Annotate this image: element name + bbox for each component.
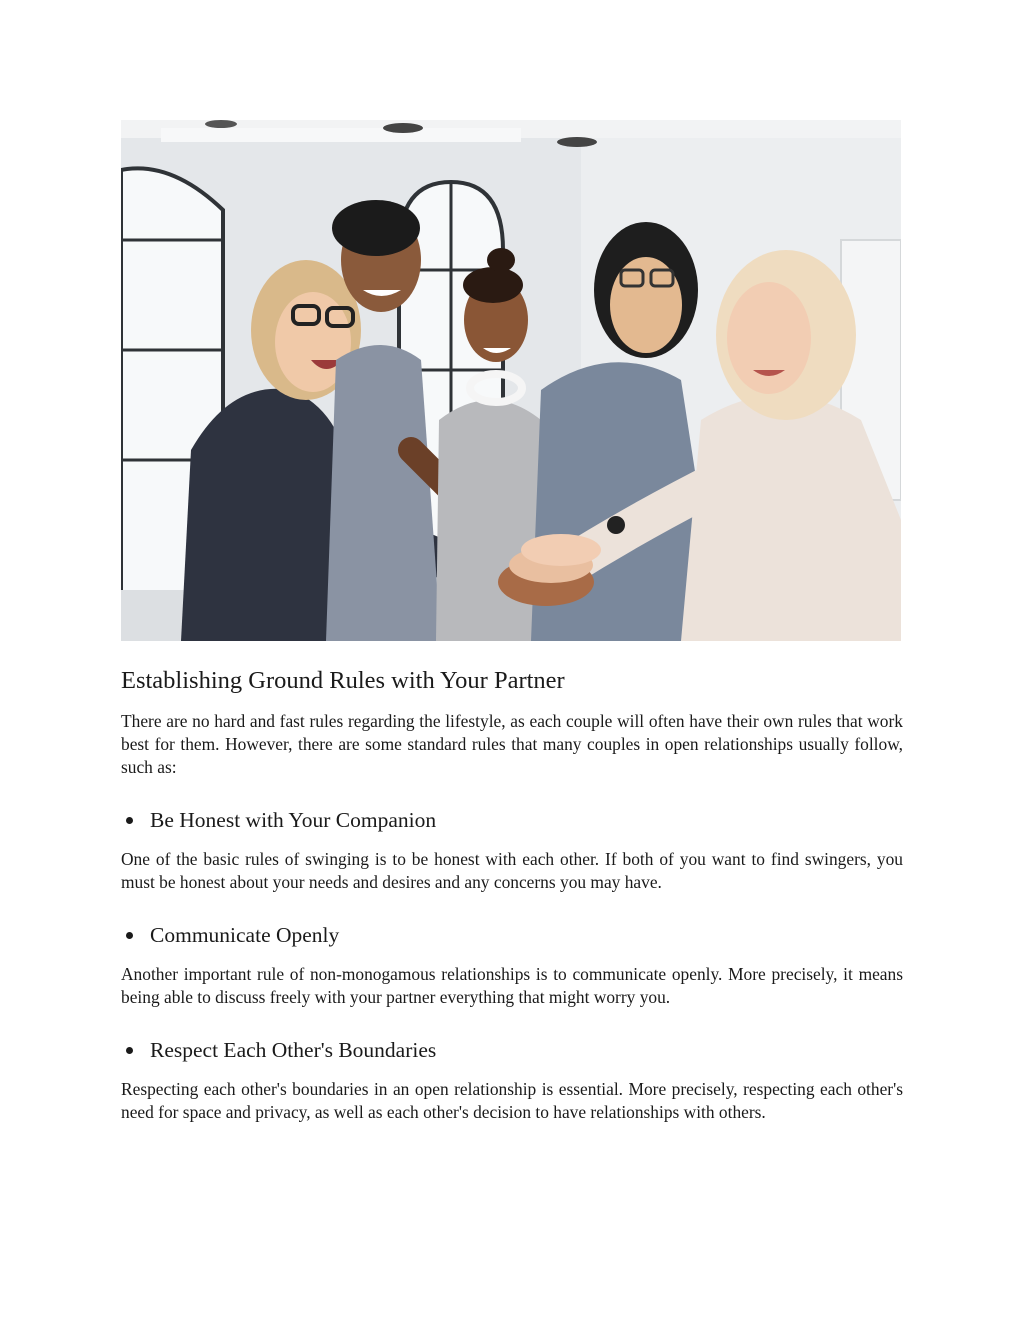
intro-paragraph: There are no hard and fast rules regarding the lifestyle, as each couple will often have their own rules that work best for them. However, there are some standard rules that many couples in open relationships usually follow, such as: [121, 711, 903, 777]
list-item [121, 1036, 903, 1064]
section-body: One of the basic rules of swinging is to be honest with each other. If both of you want to find swingers, you must be honest about your needs and desires and any concerns you may have. [121, 849, 903, 892]
bullet-icon [126, 817, 133, 824]
list-item [121, 806, 903, 834]
page-title: Establishing Ground Rules with Your Partner [121, 667, 565, 694]
document-page [121, 120, 903, 1124]
section-body: Respecting each other's boundaries in an open relationship is essential. More precisely, respecting each other's need for space and privacy, as well as each other's decision to have relationships with others. [121, 1079, 903, 1122]
section-title: Communicate Openly [150, 923, 340, 947]
section-title: Be Honest with Your Companion [150, 808, 437, 832]
section-title: Respect Each Other's Boundaries [150, 1038, 437, 1062]
team-hands-stack-photo [121, 120, 901, 641]
list-item [121, 921, 903, 949]
bullet-icon [126, 1047, 133, 1054]
bullet-icon [126, 932, 133, 939]
section-body: Another important rule of non-monogamous relationships is to communicate openly. More precisely, it means being able to discuss freely with your partner everything that might worry you. [121, 964, 903, 1007]
